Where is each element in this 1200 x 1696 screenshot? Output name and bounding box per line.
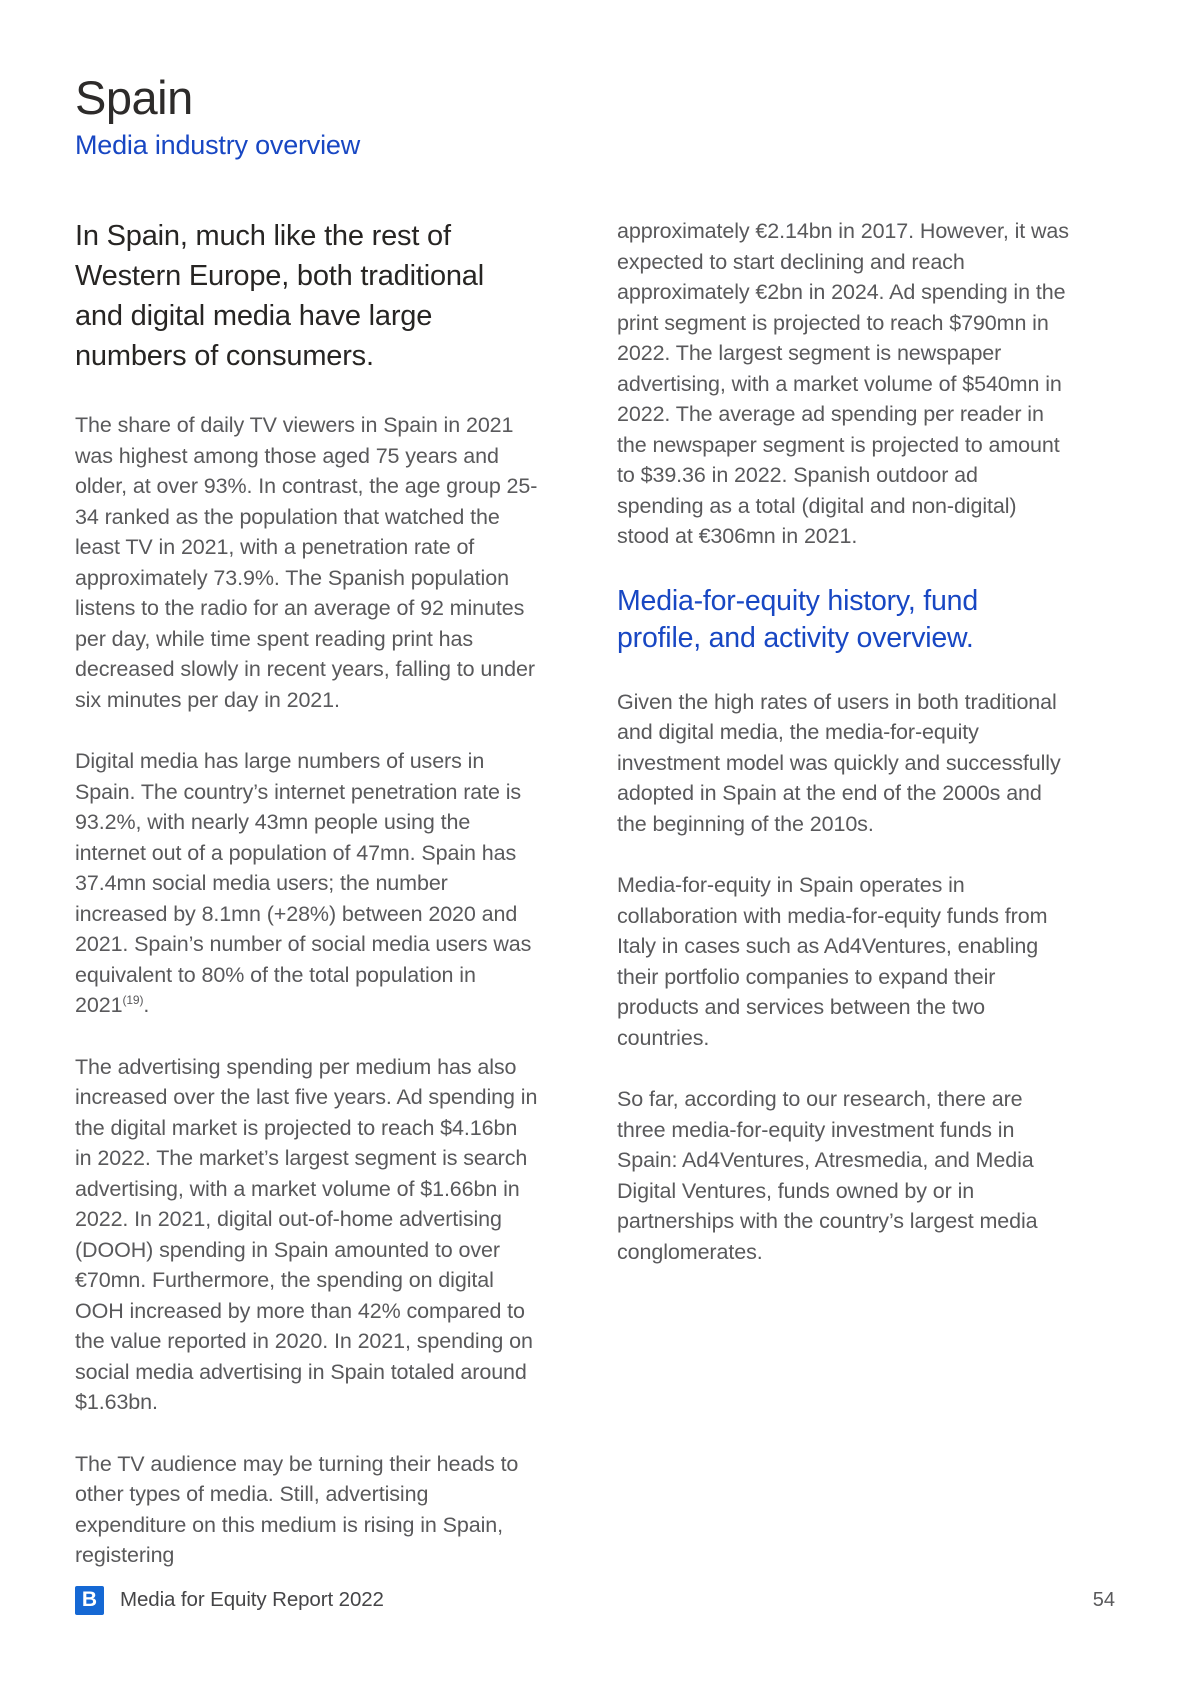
page-title: Spain [75, 71, 193, 124]
page-number: 54 [1092, 1588, 1115, 1611]
paragraph-text: Digital media has large numbers of users in Spain. The country’s internet penetration rate is 93.2%, with nearly 43mn people using the internet out of a population of 47mn. Spain has 37.4mn social media users; the number increased by 8.1mn (+28%) between 2020 and 2021. Spain’s number of social media users was equivalent to 80% of the total population in 2021 [75, 749, 532, 1017]
body-paragraph: So far, according to our research, there are three media-for-equity investment funds in Spain: Ad4Ventures, Atresmedia, and Media Digital Ventures, funds owned by or in partnerships with the country’s largest media conglomerates. [617, 1087, 1038, 1264]
body-paragraph: Given the high rates of users in both traditional and digital media, the media-for-equity investment model was quickly and successfully adopted in Spain at the end of the 2000s and the beginning of the 2010s. [617, 689, 1061, 836]
body-paragraph [75, 746, 539, 1021]
body-paragraph: Media-for-equity in Spain operates in collaboration with media-for-equity funds from Italy in cases such as Ad4Ventures, enabling their portfolio companies to expand their products and services between the two countries. [617, 873, 1048, 1050]
right-column [617, 216, 1069, 1298]
body-paragraph: approximately €2.14bn in 2017. However, it was expected to start declining and reach approximately €2bn in 2024. Ad spending in the print segment is projected to reach $790mn in 2022. The largest segment is newspaper advertising, with a market volume of $540mn in 2022. The average ad spending per reader in the newspaper segment is projected to amount to $39.36 in 2022. Spanish outdoor ad spending as a total (digital and non-digital) stood at €306mn in 2021. [617, 219, 1069, 548]
lead-paragraph: In Spain, much like the rest of Western Europe, both traditional and digital media have large numbers of consumers. [75, 220, 484, 372]
footer-report-title: Media for Equity Report 2022 [120, 1588, 384, 1611]
brand-logo-icon: B [75, 1586, 104, 1615]
paragraph-text: . [143, 993, 150, 1017]
footnote-reference: (19) [122, 992, 144, 1007]
page-subtitle: Media industry overview [75, 129, 361, 160]
page-footer [75, 1584, 1125, 1616]
body-paragraph: The advertising spending per medium has also increased over the last five years. Ad spending in the digital market is projected to reach $4.16bn in 2022. The market’s largest segment is search advertising, with a market volume of $1.66bn in 2022. In 2021, digital out-of-home advertising (DOOH) spending in Spain amounted to over €70mn. Furthermore, the spending on digital OOH increased by more than 42% compared to the value reported in 2020. In 2021, spending on social media advertising in Spain totaled around $1.63bn. [75, 1054, 538, 1414]
section-heading: Media-for-equity history, fund profile, and activity overview. [617, 584, 978, 654]
body-paragraph: The share of daily TV viewers in Spain in 2021 was highest among those aged 75 years and older, at over 93%. In contrast, the age group 25-34 ranked as the population that watched the least TV in 2021, with a penetration rate of approximately 73.9%. The Spanish population listens to the radio for an average of 92 minutes per day, while time spent reading print has decreased slowly in recent years, falling to under six minutes per day in 2021. [75, 413, 538, 712]
body-paragraph: The TV audience may be turning their heads to other types of media. Still, advertising expenditure on this medium is rising in Spain, registering [75, 1451, 519, 1567]
left-column [75, 216, 539, 1602]
page-header [75, 72, 360, 161]
